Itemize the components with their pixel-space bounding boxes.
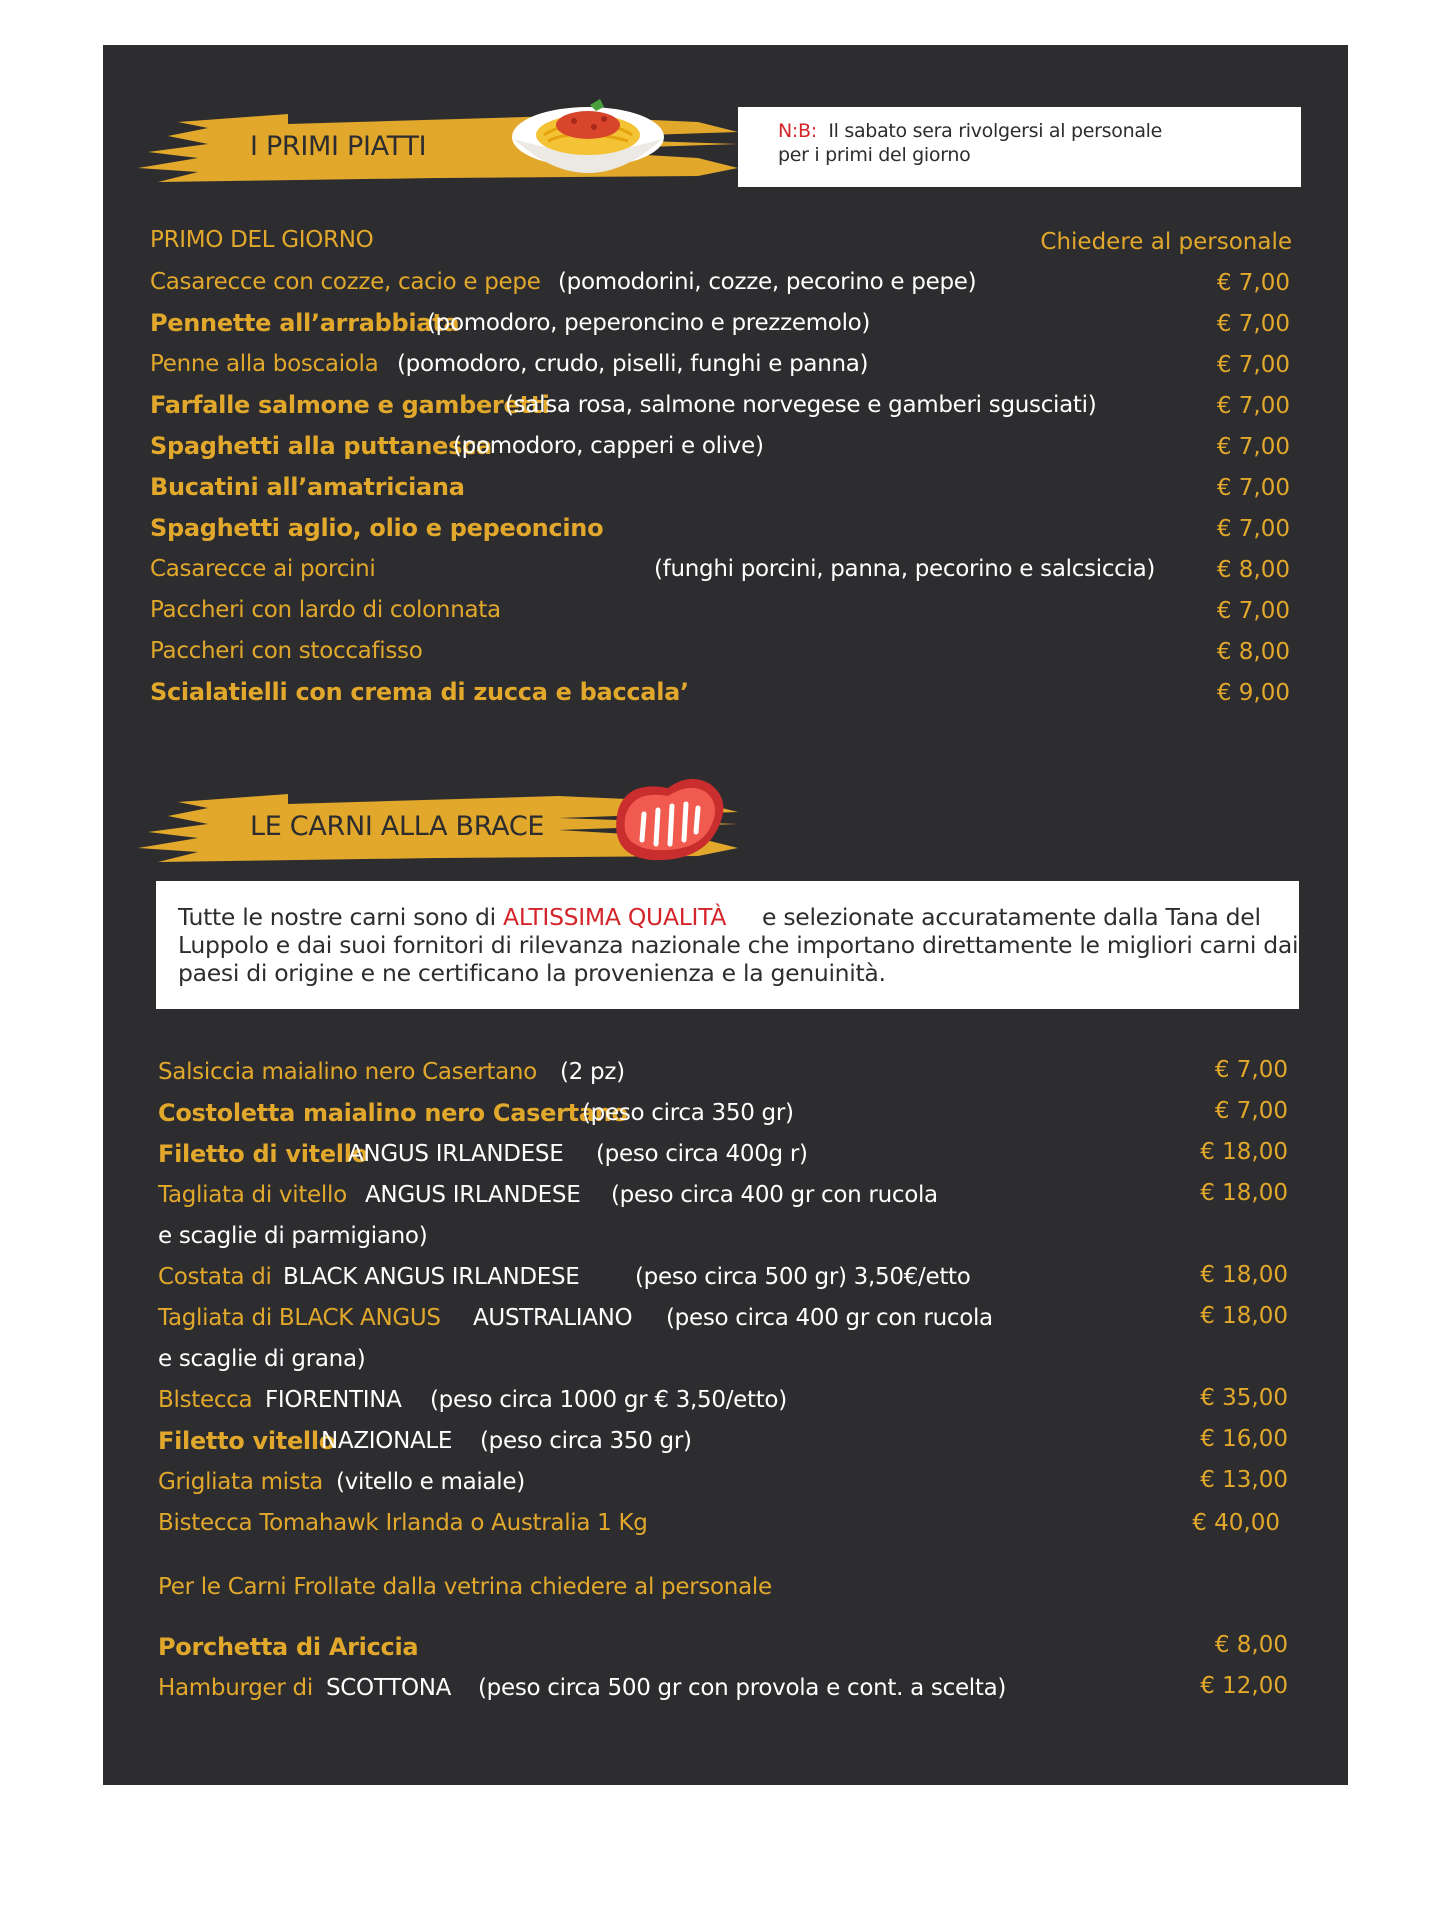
frollate-note: Per le Carni Frollate dalla vetrina chiedere al personale <box>158 1574 772 1600</box>
item-name: Farfalle salmone e gamberetti <box>150 391 550 419</box>
note-box <box>738 107 1301 187</box>
item-price: € 13,00 <box>1200 1467 1288 1493</box>
steak-icon <box>598 770 738 870</box>
item-sub: ANGUS IRLANDESE <box>348 1141 564 1167</box>
item-price: € 18,00 <box>1200 1262 1288 1288</box>
item-price: € 7,00 <box>1216 393 1290 419</box>
item-price: € 18,00 <box>1200 1180 1288 1206</box>
item-desc: (peso circa 400 gr con rucola <box>666 1305 993 1331</box>
item-name: Bucatini all’amatriciana <box>150 473 465 501</box>
item-name: Filetto di vitello <box>158 1140 368 1168</box>
item-price: € 18,00 <box>1200 1139 1288 1165</box>
item-price: € 8,00 <box>1216 639 1290 665</box>
item-desc: (peso circa 400 gr con rucola <box>611 1182 938 1208</box>
item-price: € 8,00 <box>1216 557 1290 583</box>
item-sub: ANGUS IRLANDESE <box>365 1182 581 1208</box>
intro-box <box>156 881 1299 1009</box>
item-name: Bistecca Tomahawk Irlanda o Australia 1 Kg <box>158 1510 648 1536</box>
item-desc: (pomodoro, capperi e olive) <box>453 433 764 459</box>
item-price: € 7,00 <box>1216 516 1290 542</box>
item-name: Casarecce con cozze, cacio e pepe <box>150 269 541 295</box>
intro-line1 <box>178 903 1261 931</box>
item-sub: AUSTRALIANO <box>473 1305 633 1331</box>
item-name: Casarecce ai porcini <box>150 556 376 582</box>
item-price: € 7,00 <box>1214 1098 1288 1124</box>
item-name: Spaghetti aglio, olio e pepeoncino <box>150 514 604 542</box>
intro-highlight: ALTISSIMA QUALITÀ <box>503 903 727 931</box>
item-name: Paccheri con stoccafisso <box>150 638 423 664</box>
item-desc: (pomodoro, crudo, piselli, funghi e panna) <box>397 351 869 377</box>
item-price: € 7,00 <box>1214 1057 1288 1083</box>
item-desc: (peso circa 400g r) <box>596 1141 808 1167</box>
note-text: Il sabato sera rivolgersi al personale <box>828 120 1163 142</box>
item-price: € 8,00 <box>1214 1632 1288 1658</box>
item-desc: (peso circa 350 gr) <box>582 1100 794 1126</box>
item-name: Penne alla boscaiola <box>150 351 379 377</box>
item-price: € 7,00 <box>1216 475 1290 501</box>
item-price: € 18,00 <box>1200 1303 1288 1329</box>
item-name: Spaghetti alla puttanesca <box>150 432 492 460</box>
item-name: Tagliata di vitello <box>158 1182 347 1208</box>
item-name: Filetto vitello <box>158 1427 335 1455</box>
note-prefix: N:B: <box>778 120 817 142</box>
item-desc: (peso circa 1000 gr € 3,50/etto) <box>430 1387 787 1413</box>
pasta-bowl-icon <box>508 97 668 192</box>
item-name: Tagliata di BLACK ANGUS <box>158 1305 441 1331</box>
item-name: Scialatielli con crema di zucca e baccala’ <box>150 678 689 706</box>
intro-part1: Tutte le nostre carni sono di <box>178 903 504 931</box>
item-desc: (vitello e maiale) <box>336 1469 525 1495</box>
item-price: € 7,00 <box>1216 311 1290 337</box>
item-name: Porchetta di Ariccia <box>158 1633 419 1661</box>
item-name: Paccheri con lardo di colonnata <box>150 597 501 623</box>
intro-line3: paesi di origine e ne certificano la provenienza e la genuinità. <box>178 959 886 987</box>
item-desc: (peso circa 500 gr) 3,50€/etto <box>635 1264 971 1290</box>
item-desc: (peso circa 350 gr) <box>480 1428 692 1454</box>
item-sub: FIORENTINA <box>265 1387 402 1413</box>
item-desc: (peso circa 500 gr con provola e cont. a scelta) <box>478 1675 1007 1701</box>
item-name: Costoletta maialino nero Casertano <box>158 1099 628 1127</box>
primi-list <box>150 225 1290 765</box>
item-desc: (funghi porcini, panna, pecorino e salcsiccia) <box>654 556 1156 582</box>
item-desc: (2 pz) <box>560 1059 625 1085</box>
item-price: € 16,00 <box>1200 1426 1288 1452</box>
primo-del-giorno-label: PRIMO DEL GIORNO <box>150 227 374 253</box>
item-name: Grigliata mista <box>158 1469 323 1495</box>
item-sub: BLACK ANGUS IRLANDESE <box>283 1264 580 1290</box>
intro-line2: Luppolo e dai suoi fornitori di rilevanza nazionale che importano direttamente le migliori carni dai <box>178 931 1299 959</box>
item-price: € 7,00 <box>1216 598 1290 624</box>
item-name: Costata di <box>158 1264 272 1290</box>
item-name: Hamburger di <box>158 1675 313 1701</box>
intro-part2: e selezionate accuratamente dalla Tana del <box>762 903 1261 931</box>
item-price: € 7,00 <box>1216 270 1290 296</box>
note-line1 <box>778 119 1162 143</box>
carni-list <box>158 1057 1288 1777</box>
item-desc: (pomodorini, cozze, pecorino e pepe) <box>558 269 977 295</box>
item-desc: (salsa rosa, salmone norvegese e gamberi sgusciati) <box>505 392 1097 418</box>
item-desc: (pomodoro, peperoncino e prezzemolo) <box>427 310 871 336</box>
item-desc-cont: e scaglie di grana) <box>158 1346 366 1372</box>
item-sub: NAZIONALE <box>321 1428 453 1454</box>
item-price: € 12,00 <box>1200 1673 1288 1699</box>
item-name: Salsiccia maialino nero Casertano <box>158 1059 537 1085</box>
item-name: Pennette all’arrabbiata <box>150 309 460 337</box>
item-sub: SCOTTONA <box>326 1675 452 1701</box>
section1-title: I PRIMI PIATTI <box>250 131 427 162</box>
item-price: € 9,00 <box>1216 680 1290 706</box>
item-name: Blstecca <box>158 1387 253 1413</box>
item-desc-cont: e scaglie di parmigiano) <box>158 1223 428 1249</box>
menu-page <box>103 45 1348 1785</box>
note-line2: per i primi del giorno <box>778 144 971 166</box>
item-price: € 7,00 <box>1216 434 1290 460</box>
item-price: € 40,00 <box>1192 1510 1280 1536</box>
item-price: € 35,00 <box>1200 1385 1288 1411</box>
section2-title: LE CARNI ALLA BRACE <box>250 811 545 842</box>
item-price: € 7,00 <box>1216 352 1290 378</box>
primo-del-giorno-note: Chiedere al personale <box>1040 229 1292 255</box>
